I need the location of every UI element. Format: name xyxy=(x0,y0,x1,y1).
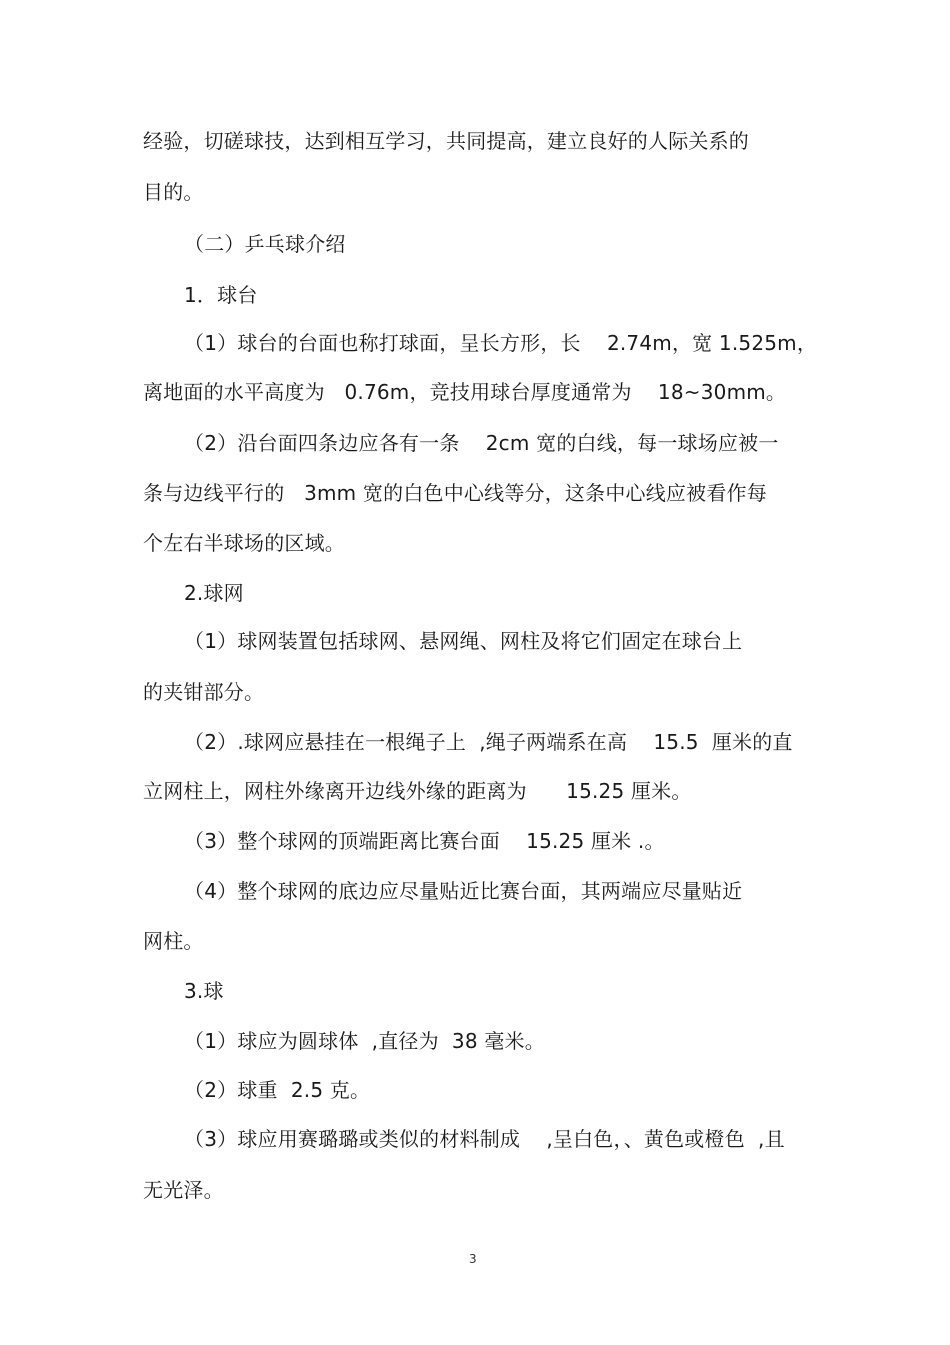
subsection-heading: 1．球台 xyxy=(184,283,258,307)
body-text-line: （1）球应为圆球体 ,直径为 38 毫米。 xyxy=(184,1029,545,1053)
body-text-line: 的夹钳部分。 xyxy=(143,680,265,704)
body-text-line: （4）整个球网的底边应尽量贴近比赛台面，其两端应尽量贴近 xyxy=(184,879,743,903)
body-text-line: （2）沿台面四条边应各有一条 2cm 宽的白线，每一球场应被一 xyxy=(184,431,779,455)
body-text-line: 目的。 xyxy=(143,180,204,204)
body-text-line: 条与边线平行的 3mm 宽的白色中心线等分，这条中心线应被看作每 xyxy=(143,481,767,505)
body-text-line: 网柱。 xyxy=(143,929,204,953)
body-text-line: 个左右半球场的区域。 xyxy=(143,531,345,555)
body-text-line: （2）球重 2.5 克。 xyxy=(184,1078,371,1102)
page-number: 3 xyxy=(469,1252,477,1266)
body-text-line: 无光泽。 xyxy=(143,1178,224,1202)
body-text-line: （2）.球网应悬挂在一根绳子上 ,绳子两端系在高 15.5 厘米的直 xyxy=(184,730,793,754)
body-text-line: 立网柱上，网柱外缘离开边线外缘的距离为 15.25 厘米。 xyxy=(143,779,692,803)
section-heading: （二）乒乓球介绍 xyxy=(184,232,346,256)
body-text-line: （3）整个球网的顶端距离比赛台面 15.25 厘米 .。 xyxy=(184,829,665,853)
subsection-heading: 2.球网 xyxy=(184,581,244,605)
subsection-heading: 3.球 xyxy=(184,979,224,1003)
body-text-line: （3）球应用赛璐璐或类似的材料制成 ,呈白色，、黄色或橙色 ,且 xyxy=(184,1127,785,1151)
body-text-line: （1）球网装置包括球网、悬网绳、网柱及将它们固定在球台上 xyxy=(184,629,743,653)
body-text-line: 离地面的水平高度为 0.76m，竞技用球台厚度通常为 18~30mm。 xyxy=(143,380,787,404)
body-text-line: （1）球台的台面也称打球面，呈长方形，长 2.74m，宽 1.525m， xyxy=(184,331,818,355)
body-text-line: 经验，切磋球技，达到相互学习，共同提高，建立良好的人际关系的 xyxy=(143,129,749,153)
